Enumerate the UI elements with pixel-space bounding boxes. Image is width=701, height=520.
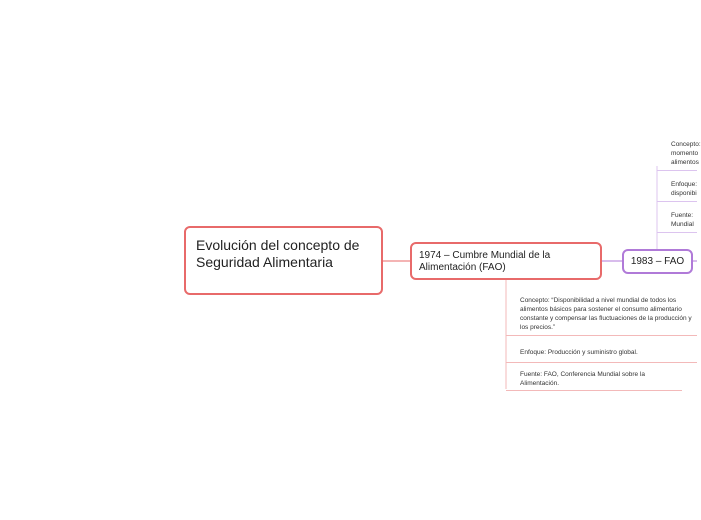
leaf-1983-fuente-text: Fuente: Mundial xyxy=(671,212,694,228)
leaf-1983-fuente[interactable] xyxy=(657,211,697,233)
leaf-1974-enfoque-text: Enfoque: Producción y suministro global. xyxy=(520,349,638,356)
leaf-1974-concepto-text: Concepto: “Disponibilidad a nivel mundial de todos los alimentos básicos para sostener el consumo alimentario constante y compensar las fluctuaciones de la producción y los precios.” xyxy=(520,297,692,331)
node-1983-label: 1983 – FAO xyxy=(630,256,685,267)
leaf-1983-enfoque-text: Enfoque: disponibi xyxy=(671,181,698,197)
root-node-label: Evolución del concepto de Seguridad Alimentaria xyxy=(196,237,360,270)
node-1983-fao[interactable] xyxy=(622,249,693,274)
leaf-1974-enfoque[interactable] xyxy=(506,348,697,363)
leaf-1983-concepto-text: Concepto: momento alimentos xyxy=(671,141,701,166)
root-node[interactable] xyxy=(184,226,383,295)
node-1974-label: 1974 – Cumbre Mundial de la Alimentación (FAO) xyxy=(419,250,551,273)
leaf-1983-enfoque[interactable] xyxy=(657,180,697,202)
leaf-1974-fuente[interactable] xyxy=(506,370,682,391)
leaf-1974-fuente-text: Fuente: FAO, Conferencia Mundial sobre la Alimentación. xyxy=(520,371,646,387)
leaf-1983-concepto[interactable] xyxy=(657,140,701,171)
node-1974-summit[interactable] xyxy=(410,242,602,280)
leaf-1974-concepto[interactable] xyxy=(506,296,697,336)
